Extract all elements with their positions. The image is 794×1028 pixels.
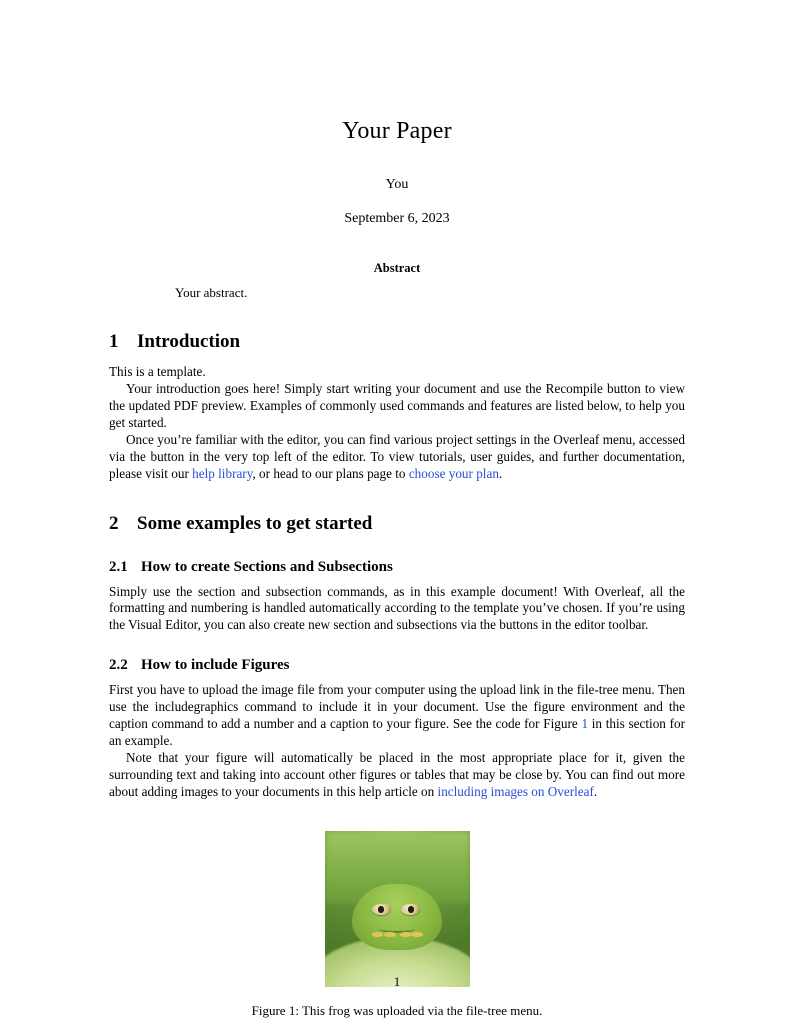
paragraph-text: .	[593, 784, 598, 800]
paragraph-text: First you have to upload the image file from your computer using the upload link in the file-tree menu. Then use the includegraphics command to include it in your document. Use the figure environment and the caption command to add a number and a caption to your figure. See the code for Figure	[109, 682, 685, 732]
subsection-title: How to create Sections and Subsections	[141, 558, 393, 575]
frog-right-pupil	[408, 906, 414, 912]
frog-toe	[384, 932, 396, 937]
page-number: 1	[393, 974, 401, 989]
page-title: Your Paper	[342, 118, 452, 144]
subsection-number: 2.2	[109, 657, 128, 674]
paragraph-with-links	[109, 432, 685, 483]
section-heading-introduction	[109, 331, 685, 354]
section-title: Some examples to get started	[137, 512, 373, 534]
section-number: 2	[109, 512, 119, 534]
figure-block	[109, 831, 685, 1019]
paragraph-with-reference	[109, 682, 685, 750]
figure-caption: Figure 1: This frog was uploaded via the file-tree menu.	[251, 1003, 543, 1019]
help-library-link[interactable]: help library	[192, 465, 253, 481]
paragraph: This is a template.	[109, 364, 206, 380]
figure-reference-link[interactable]: 1	[581, 716, 589, 732]
paragraph-text: , or head to our plans page to	[252, 465, 409, 481]
paragraph-text: .	[498, 465, 503, 481]
frog-toe	[411, 932, 423, 937]
page-content	[109, 0, 685, 1019]
frog-body-shape	[352, 884, 442, 950]
subsection-heading-figures	[109, 656, 685, 674]
paragraph: Simply use the section and subsection commands, as in this example document! With Overleaf, all the formatting and numbering is handled automatically according to the template you’ve chosen. If you’re using the Visual Editor, you can also create new section and subsections via the buttons in the editor toolbar.	[109, 583, 685, 633]
frog-left-pupil	[378, 906, 384, 912]
abstract-block	[109, 261, 685, 301]
frog-image	[325, 831, 470, 987]
paragraph-text: Note that your figure will automatically be placed in the most appropriate place for it, given the surrounding text and taking into account other figures or tables that may be close by. You can find out more about adding images to your documents in this help article on	[109, 750, 685, 800]
section-number: 1	[109, 331, 119, 353]
paragraph: Your introduction goes here! Simply start writing your document and use the Recompile button to view the updated PDF preview. Examples of commonly used commands and features are listed below, to help you get started.	[109, 381, 685, 430]
frog-right-eye	[401, 904, 420, 915]
subsection-title: How to include Figures	[141, 657, 290, 674]
paragraph-with-link	[109, 750, 685, 801]
paragraph-text: Once you’re familiar with the editor, you can find various project settings in the Overleaf menu, accessed via the button in the very top left of the editor. To view tutorials, user guides, and further documentation, please visit our	[109, 431, 685, 481]
frog-toe	[400, 932, 412, 937]
paragraph-text: in this section for an example.	[109, 716, 685, 749]
abstract-heading: Abstract	[373, 261, 421, 275]
abstract-body: Your abstract.	[175, 285, 248, 300]
frog-left-eye	[372, 904, 391, 915]
document-date: September 6, 2023	[344, 211, 450, 226]
section-title: Introduction	[137, 331, 241, 353]
section-heading-examples	[109, 513, 685, 536]
frog-toe	[372, 932, 384, 937]
document-author: You	[385, 177, 409, 192]
choose-your-plan-link[interactable]: choose your plan	[408, 465, 499, 481]
subsection-heading-sections	[109, 558, 685, 576]
subsection-number: 2.1	[109, 558, 128, 575]
including-images-link[interactable]: including images on Overleaf	[437, 784, 594, 800]
